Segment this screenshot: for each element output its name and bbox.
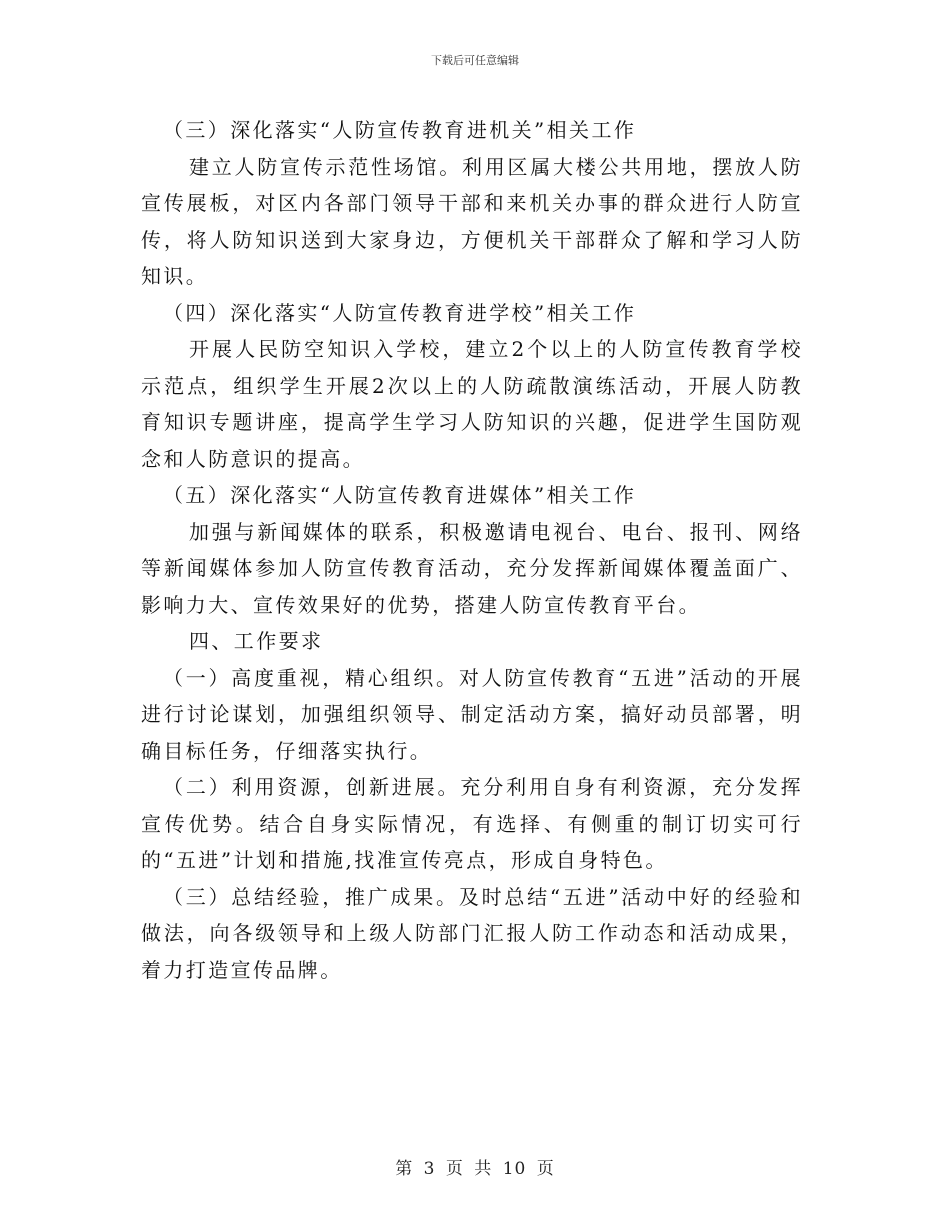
requirement-1: （一）高度重视，精心组织。对人防宣传教育“五进”活动的开展进行讨论谋划，加强组织领导、制定活动方案，搞好动员部署，明确目标任务，仔细落实执行。	[141, 665, 803, 763]
section-heading-requirements: 四、工作要求	[189, 629, 324, 653]
paragraph-agencies: 建立人防宣传示范性场馆。利用区属大楼公共用地，摆放人防宣传展板，对区内各部门领导干部和来机关办事的群众进行人防宣传，将人防知识送到大家身边，方便机关干部群众了解和学习人防知识。	[141, 154, 803, 288]
section-heading-5: （五）深化落实“人防宣传教育进媒体”相关工作	[163, 483, 637, 507]
document-body	[141, 112, 803, 988]
section-heading-3: （三）深化落实“人防宣传教育进机关”相关工作	[163, 118, 637, 142]
requirement-2: （二）利用资源，创新进展。充分利用自身有利资源，充分发挥宣传优势。结合自身实际情况，有选择、有侧重的制订切实可行的“五进”计划和措施,找准宣传亮点，形成自身特色。	[141, 775, 803, 872]
page-footer: 第 3 页 共 10 页	[395, 1159, 555, 1179]
requirement-3: （三）总结经验，推广成果。及时总结“五进”活动中好的经验和做法，向各级领导和上级人防部门汇报人防工作动态和活动成果，着力打造宣传品牌。	[141, 884, 803, 982]
paragraph-media: 加强与新闻媒体的联系，积极邀请电视台、电台、报刊、网络等新闻媒体参加人防宣传教育活动，充分发挥新闻媒体覆盖面广、影响力大、宣传效果好的优势，搭建人防宣传教育平台。	[141, 519, 803, 617]
section-heading-4: （四）深化落实“人防宣传教育进学校”相关工作	[163, 300, 637, 325]
paragraph-schools: 开展人民防空知识入学校，建立2个以上的人防宣传教育学校示范点，组织学生开展2次以上的人防疏散演练活动，开展人防教育知识专题讲座，提高学生学习人防知识的兴趣，促进学生国防观念和人防意识的提高。	[141, 337, 803, 471]
page-header: 下载后可任意编辑	[431, 54, 519, 67]
